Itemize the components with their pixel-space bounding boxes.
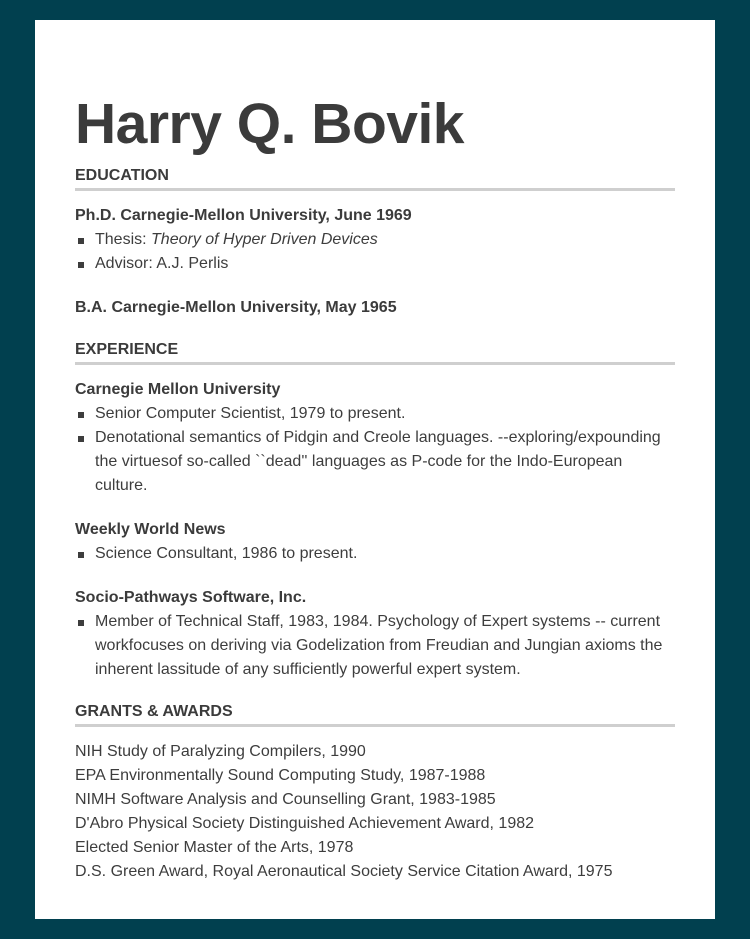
bullet-icon (78, 436, 84, 442)
job-employer: Socio-Pathways Software, Inc. (75, 589, 307, 606)
job-details-list (75, 610, 675, 682)
bullet-icon (78, 620, 84, 626)
job-employer: Weekly World News (75, 521, 226, 538)
list-item (75, 610, 675, 682)
education-heading: EDUCATION (75, 166, 675, 191)
grant-item: Elected Senior Master of the Arts, 1978 (75, 839, 354, 856)
phd-details-list (75, 228, 675, 276)
grant-item: EPA Environmentally Sound Computing Study, 1987-1988 (75, 767, 486, 784)
job-detail: Member of Technical Staff, 1983, 1984. Psychology of Expert systems -- current workfocuses on deriving via Godelization from Freudian and Jungian axioms the inherent lassitude of any sufficiently powerful expert system. (95, 613, 663, 678)
job-details-list (75, 402, 675, 498)
experience-section (75, 340, 675, 682)
bullet-icon (78, 262, 84, 268)
resume-page (35, 20, 715, 919)
list-item (75, 426, 675, 498)
bullet-icon (78, 238, 84, 244)
grants-section (75, 702, 675, 884)
job-entry (75, 518, 675, 566)
job-entry (75, 378, 675, 498)
job-entry (75, 586, 675, 682)
grant-item: NIMH Software Analysis and Counselling Grant, 1983-1985 (75, 791, 496, 808)
resume-content (75, 166, 675, 884)
list-item (75, 228, 675, 252)
thesis-title: Theory of Hyper Driven Devices (151, 231, 378, 248)
job-detail: Science Consultant, 1986 to present. (95, 545, 358, 562)
thesis-label: Thesis: (95, 231, 152, 248)
resume-name: Harry Q. Bovik (75, 92, 464, 156)
job-detail: Senior Computer Scientist, 1979 to present. (95, 405, 406, 422)
ba-degree-title: B.A. Carnegie-Mellon University, May 1965 (75, 299, 397, 316)
education-section (75, 166, 675, 320)
job-details-list (75, 542, 675, 566)
experience-heading: EXPERIENCE (75, 340, 675, 365)
list-item (75, 402, 675, 426)
list-item (75, 542, 675, 566)
bullet-icon (78, 412, 84, 418)
phd-degree-title: Ph.D. Carnegie-Mellon University, June 1969 (75, 207, 412, 224)
grant-item: D.S. Green Award, Royal Aeronautical Society Service Citation Award, 1975 (75, 863, 613, 880)
bullet-icon (78, 552, 84, 558)
job-employer: Carnegie Mellon University (75, 381, 281, 398)
grant-item: NIH Study of Paralyzing Compilers, 1990 (75, 743, 366, 760)
grant-item: D'Abro Physical Society Distinguished Achievement Award, 1982 (75, 815, 535, 832)
grants-heading: GRANTS & AWARDS (75, 702, 675, 727)
advisor-text: Advisor: A.J. Perlis (95, 255, 229, 272)
job-detail: Denotational semantics of Pidgin and Creole languages. --exploring/expounding the virtuesof so-called ``dead'' languages as P-code for the Indo-European culture. (95, 429, 661, 494)
list-item (75, 252, 675, 276)
